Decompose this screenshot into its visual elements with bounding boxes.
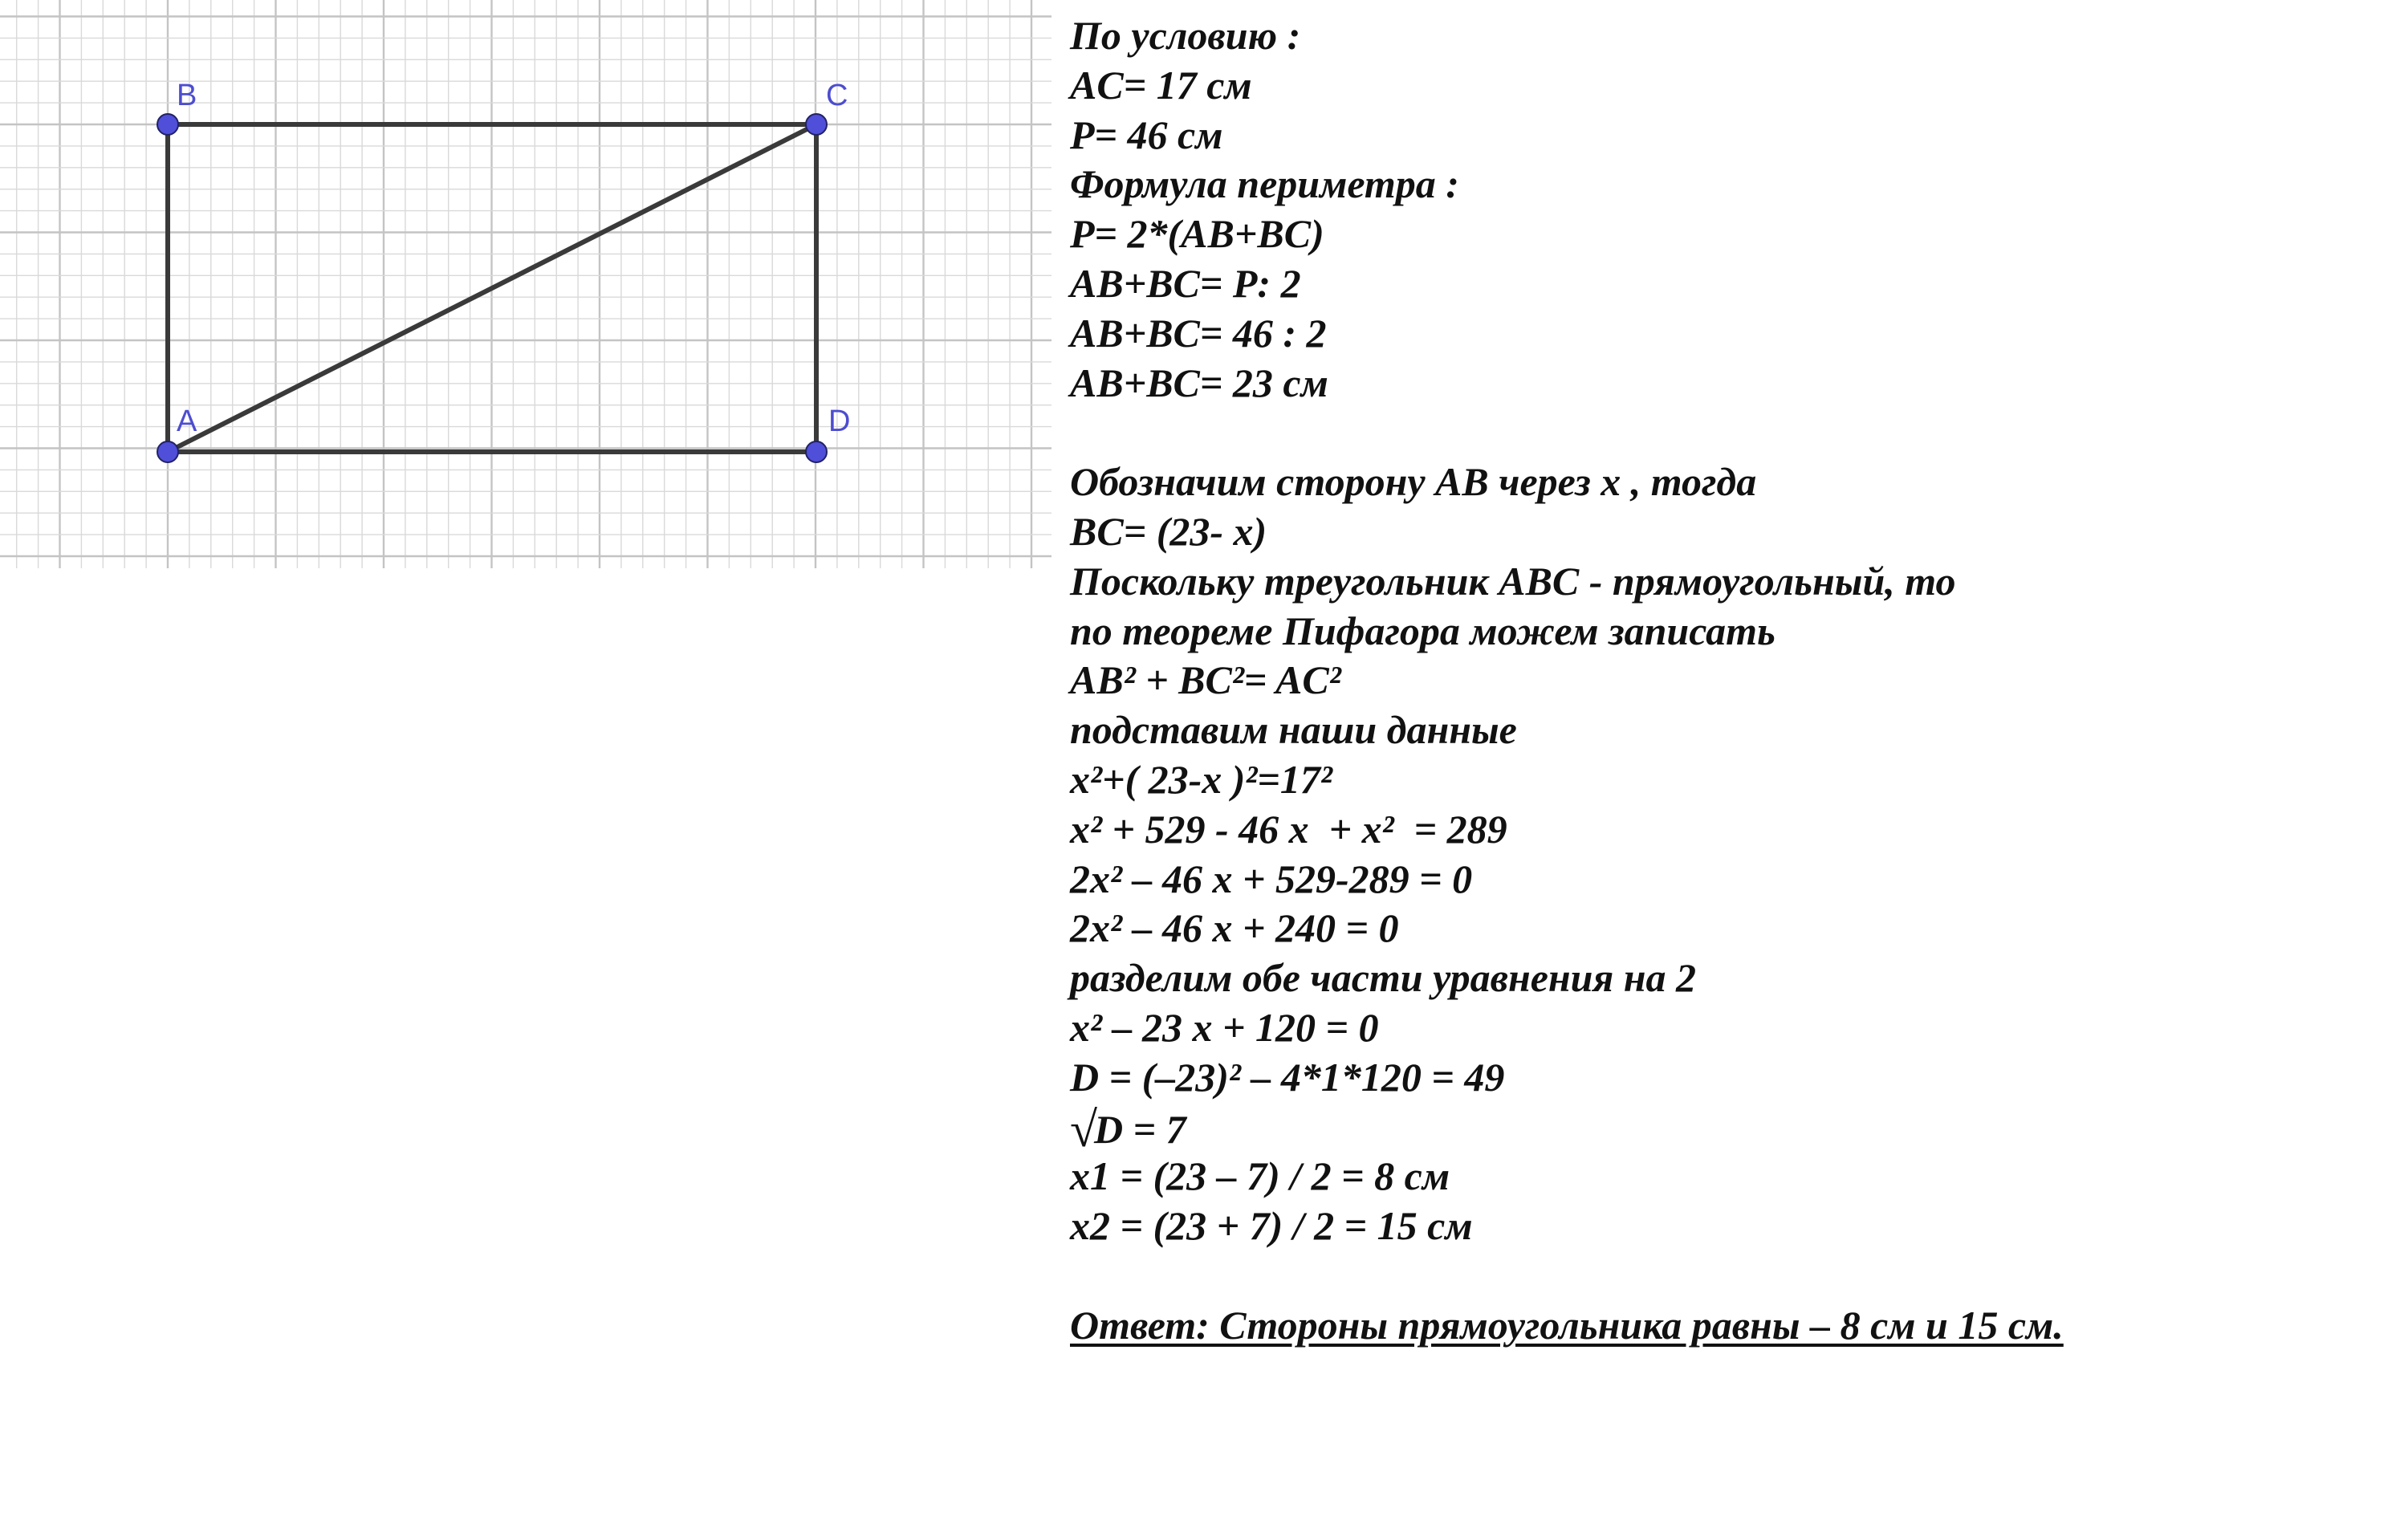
label-b: B	[177, 79, 197, 112]
sqrt-icon: √	[1070, 1102, 1098, 1157]
label-c: C	[826, 79, 848, 112]
substitute-line: подставим наши данные	[1070, 707, 1517, 753]
label-a: A	[177, 405, 197, 438]
equation-2: x² + 529 - 46 x + x² = 289	[1070, 806, 1507, 852]
given-perimeter: P= 46 см	[1070, 112, 1223, 157]
given-header: По условию :	[1070, 13, 1301, 58]
sqrt-d-text: D = 7	[1094, 1106, 1186, 1152]
grid-paper	[0, 0, 1051, 568]
pythagoras-line: по теореме Пифагора можем записать	[1070, 608, 1775, 653]
sum-step-1: AB+BC= P: 2	[1070, 260, 1301, 306]
divide-line: разделим обе части уравнения на 2	[1070, 955, 1697, 1001]
point-d	[806, 441, 827, 462]
right-triangle-line: Поскольку треугольник ABC - прямоугольный, то	[1070, 558, 1956, 604]
equation-5: x² – 23 x + 120 = 0	[1070, 1004, 1379, 1050]
equation-1: x²+( 23-x )²=17²	[1070, 756, 1332, 802]
point-a	[157, 441, 178, 462]
formula-header: Формула периметра :	[1070, 161, 1459, 207]
label-d: D	[828, 405, 851, 438]
spacer	[1070, 1251, 2386, 1301]
discriminant-line: D = (–23)² – 4*1*120 = 49	[1070, 1054, 1505, 1100]
denote-line: Обозначим сторону AB через x , тогда	[1070, 459, 1757, 505]
given-ac: AC= 17 см	[1070, 62, 1252, 108]
rectangle-figure	[0, 0, 1051, 578]
spacer	[1070, 408, 2386, 457]
sum-step-3: AB+BC= 23 см	[1070, 360, 1328, 405]
sqrt-d-line	[1070, 1102, 2386, 1157]
root-x1: x1 = (23 – 7) / 2 = 8 см	[1070, 1153, 1450, 1199]
sum-step-2: AB+BC= 46 : 2	[1070, 310, 1327, 356]
equation-3: 2x² – 46 x + 529-289 = 0	[1070, 856, 1473, 901]
perimeter-formula: P= 2*(AB+BC)	[1070, 211, 1324, 257]
answer-line: Ответ: Стороны прямоугольника равны – 8 см и 15 см.	[1070, 1302, 2064, 1348]
point-b	[157, 114, 178, 135]
pythagoras-equation: AB² + BC²= AC²	[1070, 657, 1341, 703]
bc-expression: BC= (23- x)	[1070, 508, 1267, 554]
solution-text	[1070, 11, 2386, 1351]
point-c	[806, 114, 827, 135]
root-x2: x2 = (23 + 7) / 2 = 15 см	[1070, 1203, 1473, 1249]
equation-4: 2x² – 46 x + 240 = 0	[1070, 905, 1399, 951]
